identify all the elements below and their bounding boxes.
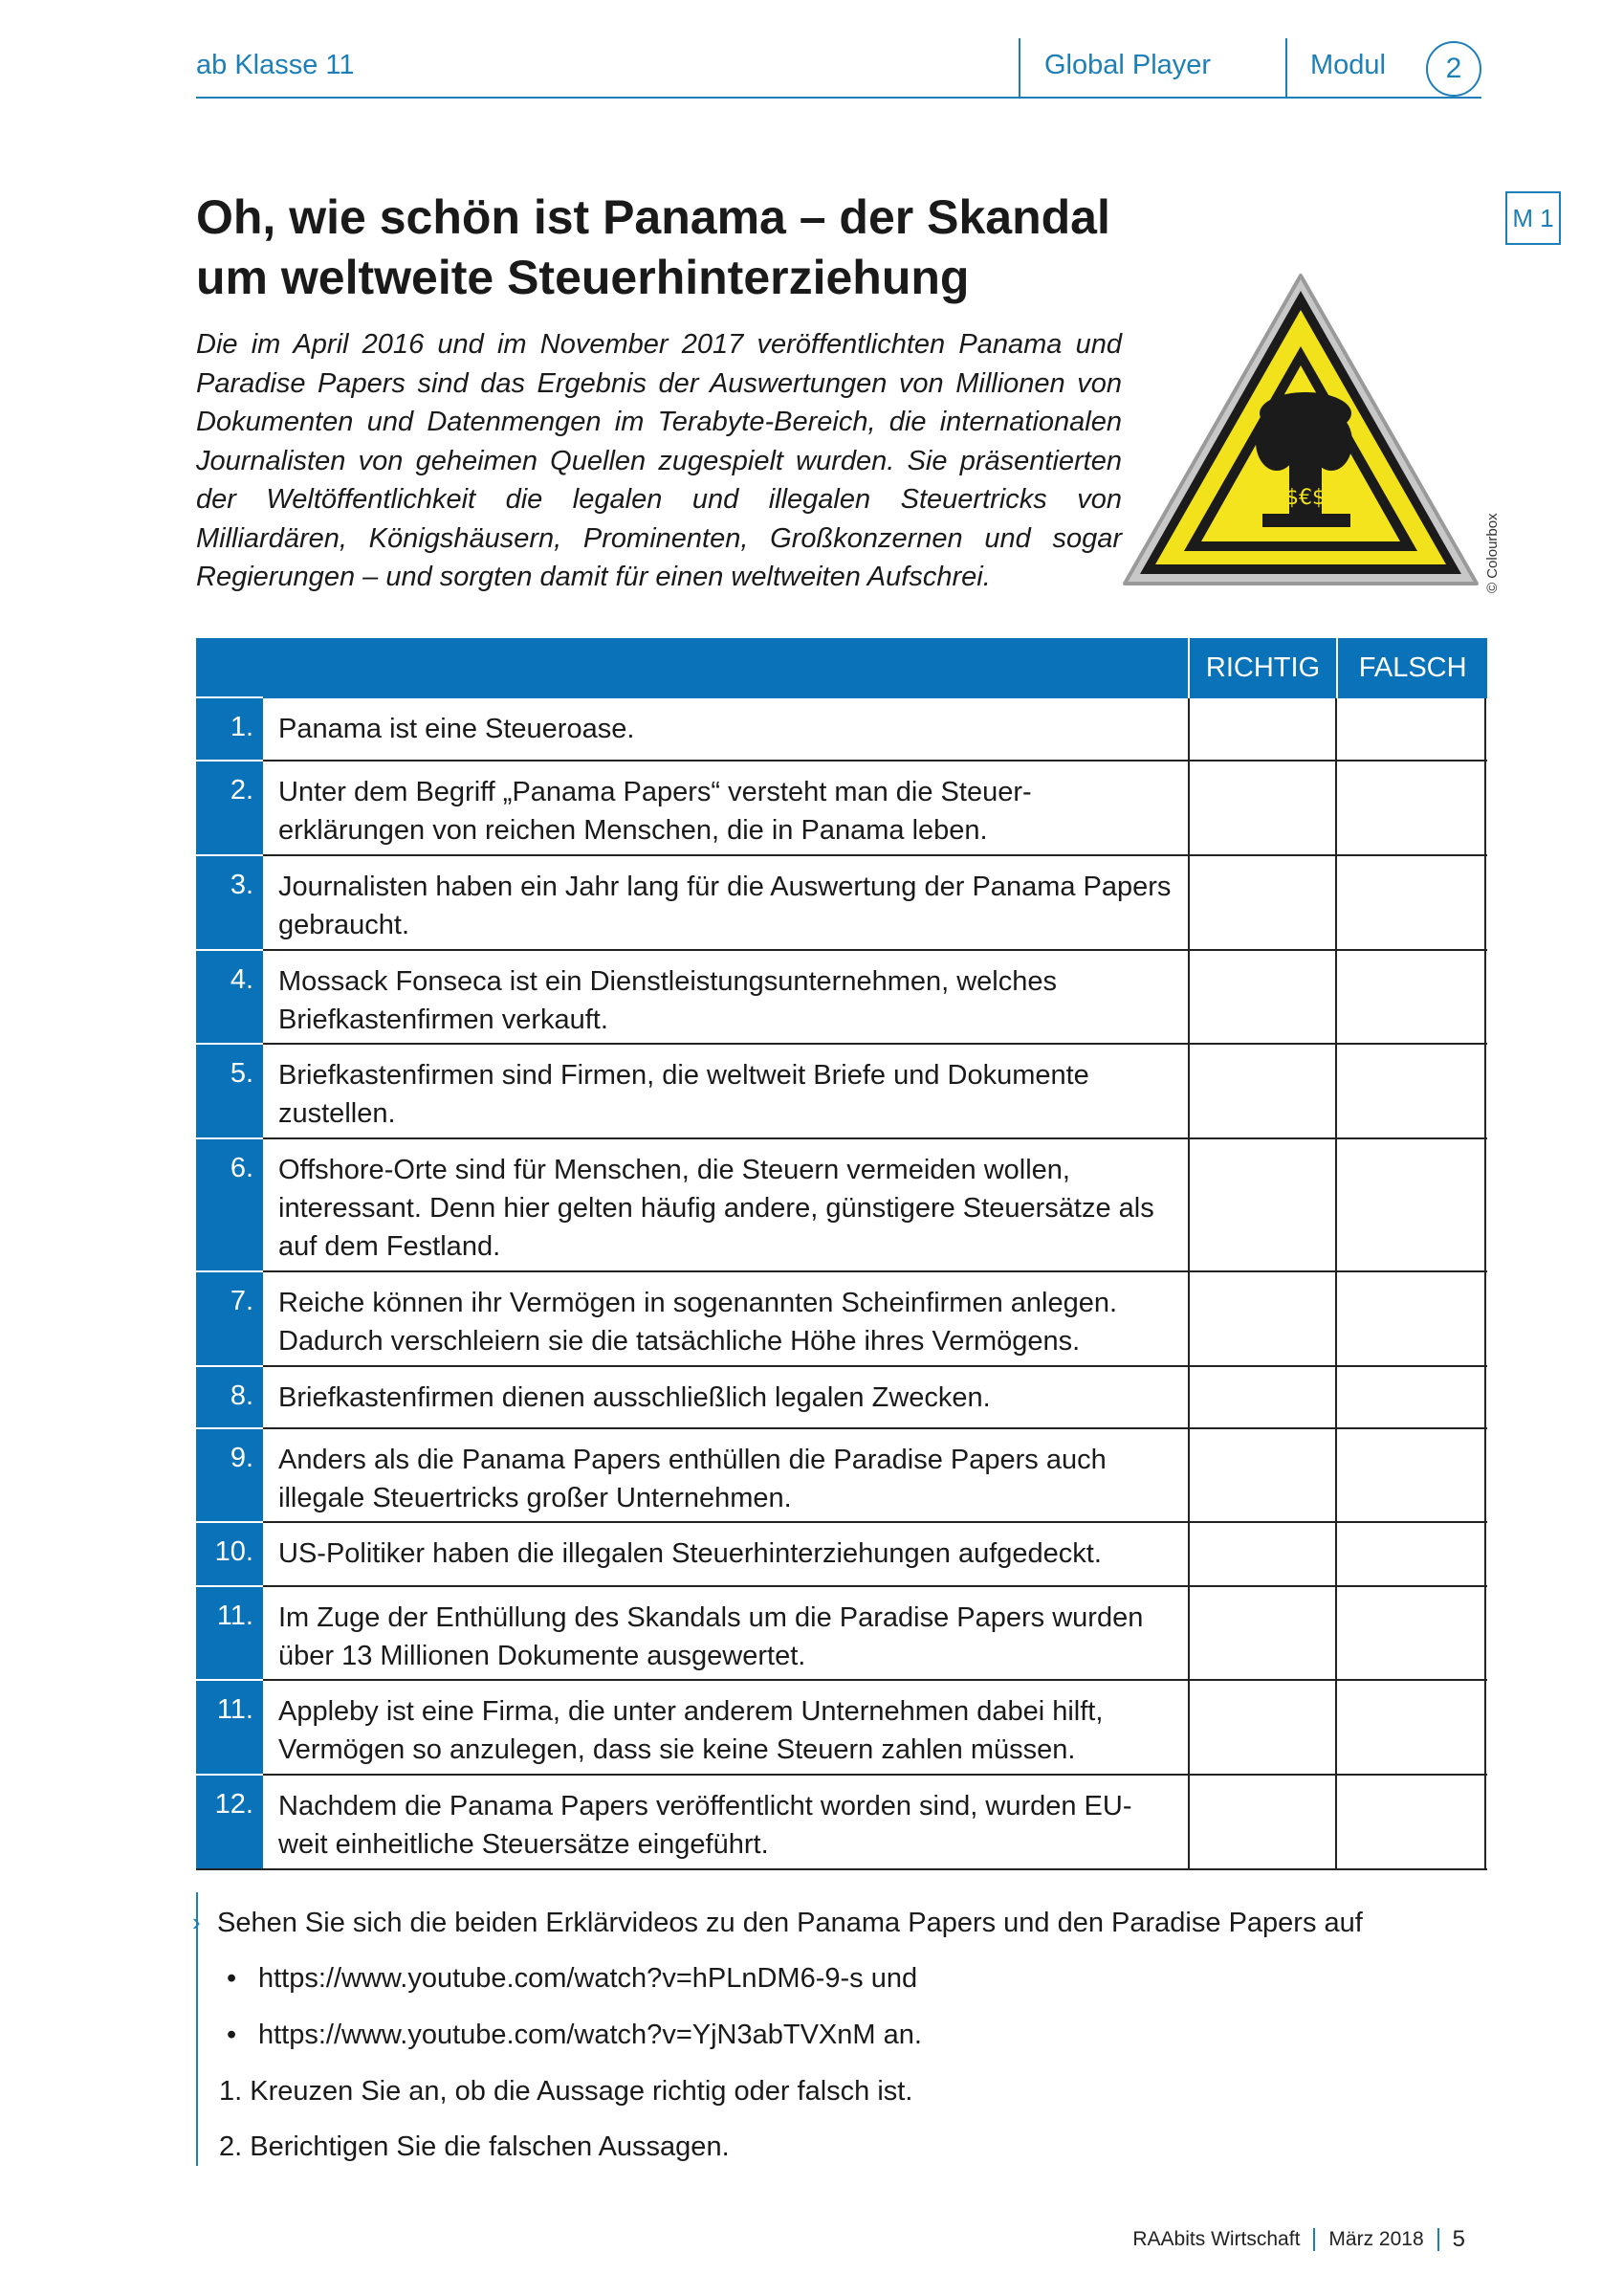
- statement-text: Offshore-Orte sind für Menschen, die Steuern vermeiden wollen, interessant. Denn hier gelten häufig andere, günstigere Steuersätze als auf dem Festland.: [263, 1139, 1190, 1270]
- falsch-checkbox[interactable]: [1337, 1272, 1486, 1365]
- video-link-1[interactable]: https://www.youtube.com/watch?v=hPLnDM6-9-s und: [258, 1963, 918, 1994]
- table-header: [196, 638, 1487, 698]
- statement-number: 2.: [196, 760, 263, 854]
- module-label: Modul: [1310, 50, 1386, 80]
- richtig-checkbox[interactable]: [1190, 762, 1337, 854]
- statement-text: Briefkastenfirmen dienen ausschließlich legalen Zwecken.: [263, 1367, 1190, 1427]
- table-row: [196, 1681, 1487, 1776]
- falsch-checkbox[interactable]: [1337, 951, 1486, 1043]
- richtig-checkbox[interactable]: [1190, 1776, 1337, 1868]
- intro-text: Die im April 2016 und im November 2017 veröffentlichten Panama und Paradise Papers sind das Ergebnis der Auswertungen von Millionen von Dokumenten und Datenmengen im Terabyte-Bereich, die internationalen Journalisten von geheimen Quellen zugespielt wurden. Sie präsentierten der Weltöffentlichkeit die legalen und illegalen Steuertricks von Milliardären, Königshäusern, Prominenten, Großkonzernen und sogar Regierungen – und sorgten damit für einen weltweiten Aufschrei.: [196, 329, 1122, 592]
- statement-text: US-Politiker haben die illegalen Steuerhinterziehungen aufgedeckt.: [263, 1523, 1190, 1585]
- richtig-checkbox[interactable]: [1190, 1429, 1337, 1521]
- column-richtig: RICHTIG: [1188, 638, 1337, 698]
- statement-number: 9.: [196, 1427, 263, 1521]
- falsch-checkbox[interactable]: [1337, 1587, 1486, 1679]
- material-tag: M 1: [1505, 191, 1561, 245]
- grade-level: ab Klasse 11: [196, 50, 355, 80]
- falsch-checkbox[interactable]: [1337, 698, 1486, 760]
- header-divider: [1019, 38, 1020, 98]
- series-title: Global Player: [1044, 50, 1212, 80]
- statement-number: 12.: [196, 1774, 263, 1868]
- true-false-table: [196, 638, 1487, 1870]
- richtig-checkbox[interactable]: [1190, 856, 1337, 949]
- table-row: [196, 1139, 1487, 1272]
- statement-number: 10.: [196, 1521, 263, 1585]
- statement-text: Panama ist eine Steueroase.: [263, 698, 1190, 760]
- falsch-checkbox[interactable]: [1337, 1045, 1486, 1137]
- statement-text: Journalisten haben ein Jahr lang für die Auswertung der Panama Papers gebraucht.: [263, 856, 1190, 949]
- falsch-checkbox[interactable]: [1337, 1776, 1486, 1868]
- richtig-checkbox[interactable]: [1190, 1272, 1337, 1365]
- publication-name: RAAbits Wirtschaft: [1132, 2228, 1301, 2250]
- statement-number: 1.: [196, 696, 263, 760]
- statement-text: Mossack Fonseca ist ein Dienstleistungsunternehmen, welches Briefkastenfirmen verkauft.: [263, 951, 1190, 1043]
- falsch-checkbox[interactable]: [1337, 1523, 1486, 1585]
- richtig-checkbox[interactable]: [1190, 698, 1337, 760]
- statement-text: Anders als die Panama Papers enthüllen die Paradise Papers auch illegale Steuertricks großer Unternehmen.: [263, 1429, 1190, 1521]
- table-row: [196, 856, 1487, 951]
- statement-text: Appleby ist eine Firma, die unter anderem Unternehmen dabei hilft, Vermögen so anzulegen, dass sie keine Steuern zahlen müssen.: [263, 1681, 1190, 1774]
- table-row: [196, 1367, 1487, 1429]
- image-credit: © Colourbox: [1484, 513, 1501, 593]
- chevron-right-icon: ›: [192, 1908, 201, 1936]
- footer-divider: [1313, 2228, 1315, 2251]
- table-row: [196, 1045, 1487, 1139]
- table-row: [196, 1523, 1487, 1587]
- falsch-checkbox[interactable]: [1337, 1367, 1486, 1427]
- falsch-checkbox[interactable]: [1337, 1681, 1486, 1774]
- richtig-checkbox[interactable]: [1190, 1139, 1337, 1270]
- statement-number: 3.: [196, 854, 263, 949]
- footer-divider: [1437, 2228, 1439, 2251]
- table-row: [196, 1429, 1487, 1523]
- richtig-checkbox[interactable]: [1190, 951, 1337, 1043]
- table-row: [196, 951, 1487, 1045]
- richtig-checkbox[interactable]: [1190, 1367, 1337, 1427]
- statement-number: 5.: [196, 1043, 263, 1137]
- task-1: 1. Kreuzen Sie an, ob die Aussage richtig oder falsch ist.: [219, 2076, 913, 2107]
- bullet-icon: •: [227, 1963, 237, 1994]
- module-number-badge: 2: [1426, 41, 1481, 97]
- statement-number: 11.: [196, 1585, 263, 1679]
- bullet-icon: •: [227, 2020, 237, 2050]
- header-rule: [196, 97, 1481, 99]
- title-line-2: um weltweite Steuerhinterziehung: [196, 251, 970, 304]
- statement-text: Reiche können ihr Vermögen in sogenannten Scheinfirmen anlegen. Dadurch verschleiern sie die tatsächliche Höhe ihres Vermögens.: [263, 1272, 1190, 1365]
- instructions-intro: Sehen Sie sich die beiden Erklärvideos zu den Panama Papers und den Paradise Papers auf: [217, 1908, 1363, 1938]
- svg-text:$€$: $€$: [1285, 486, 1326, 510]
- richtig-checkbox[interactable]: [1190, 1681, 1337, 1774]
- footer: [1132, 2226, 1465, 2253]
- warning-sign-image: [1119, 270, 1482, 600]
- falsch-checkbox[interactable]: [1337, 856, 1486, 949]
- table-row: [196, 1776, 1487, 1870]
- falsch-checkbox[interactable]: [1337, 1139, 1486, 1270]
- instructions-box: [192, 1892, 1489, 2166]
- page-title: [196, 188, 1152, 308]
- richtig-checkbox[interactable]: [1190, 1587, 1337, 1679]
- page-number: 5: [1452, 2226, 1465, 2252]
- table-row: [196, 1272, 1487, 1367]
- task-2: 2. Berichtigen Sie die falschen Aussagen.: [219, 2131, 730, 2162]
- statement-text: Unter dem Begriff „Panama Papers“ versteht man die Steuer-erklärungen von reichen Menschen, die in Panama leben.: [263, 762, 1190, 854]
- table-row: [196, 1587, 1487, 1681]
- statement-number: 8.: [196, 1365, 263, 1427]
- falsch-checkbox[interactable]: [1337, 762, 1486, 854]
- table-row: [196, 762, 1487, 856]
- richtig-checkbox[interactable]: [1190, 1523, 1337, 1585]
- statement-number: 4.: [196, 949, 263, 1043]
- header-divider: [1285, 38, 1287, 98]
- statement-text: Briefkastenfirmen sind Firmen, die weltweit Briefe und Dokumente zustellen.: [263, 1045, 1190, 1137]
- title-line-1: Oh, wie schön ist Panama – der Skandal: [196, 190, 1110, 244]
- statement-number: 7.: [196, 1270, 263, 1365]
- column-falsch: FALSCH: [1336, 638, 1487, 698]
- issue-date: März 2018: [1328, 2228, 1424, 2250]
- falsch-checkbox[interactable]: [1337, 1429, 1486, 1521]
- statement-number: 6.: [196, 1137, 263, 1270]
- statement-text: Nachdem die Panama Papers veröffentlicht worden sind, wurden EU-weit einheitliche Steuersätze eingeführt.: [263, 1776, 1190, 1868]
- richtig-checkbox[interactable]: [1190, 1045, 1337, 1137]
- video-link-2[interactable]: https://www.youtube.com/watch?v=YjN3abTVXnM an.: [258, 2020, 922, 2050]
- table-row: [196, 698, 1487, 762]
- statement-text: Im Zuge der Enthüllung des Skandals um die Paradise Papers wurden über 13 Millionen Dokumente ausgewertet.: [263, 1587, 1190, 1679]
- statement-number: 11.: [196, 1679, 263, 1774]
